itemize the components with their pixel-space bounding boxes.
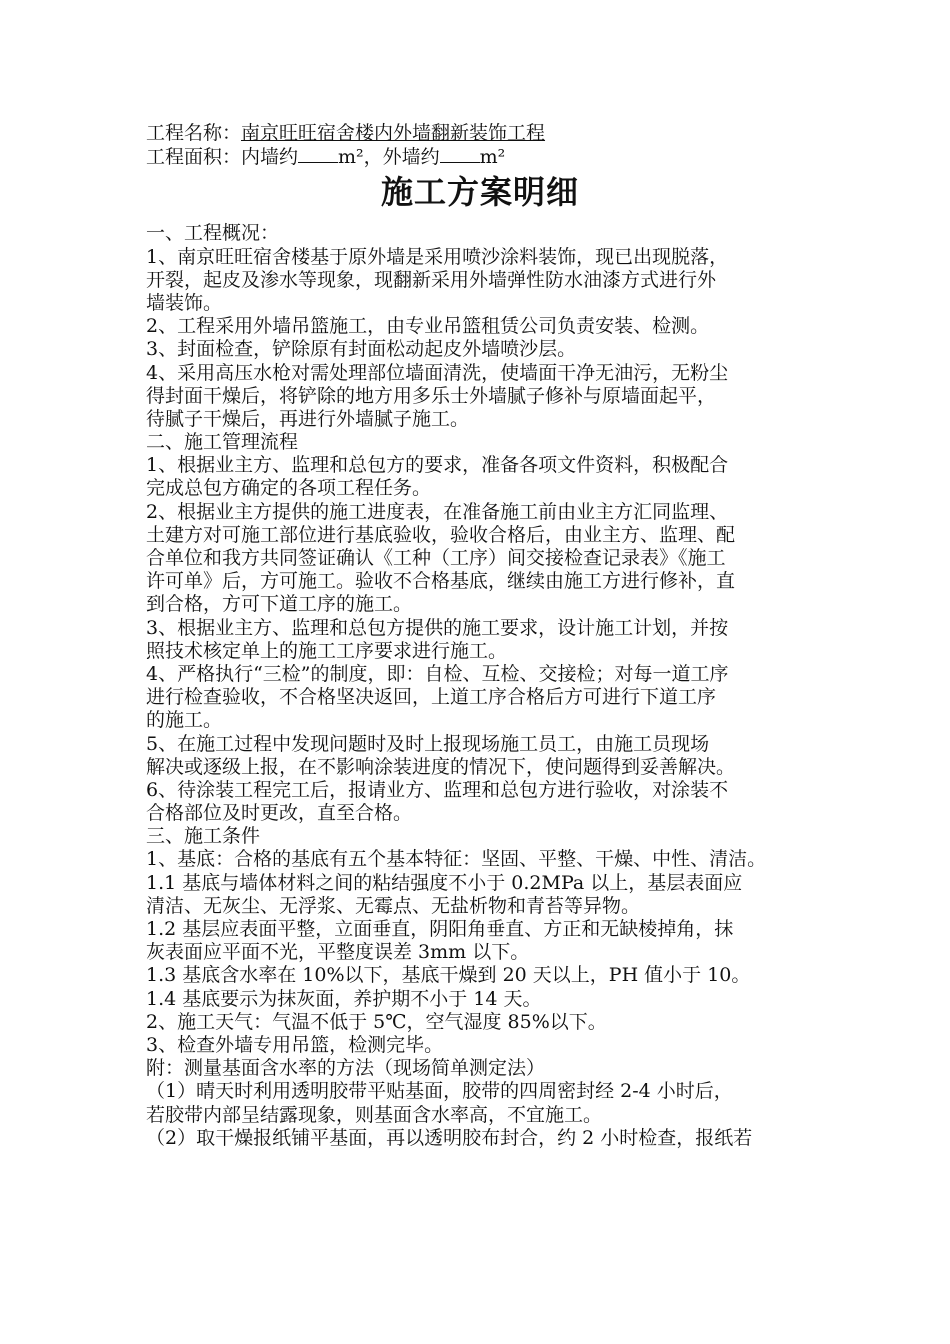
project-name-line (146, 122, 814, 145)
body-line: 得封面干燥后，将铲除的地方用多乐士外墙腻子修补与原墙面起平， (146, 384, 717, 407)
body-line: 合单位和我方共同签证确认《工种（工序）间交接检查记录表》《施工 (146, 547, 726, 569)
body-line: 1.1 基底与墙体材料之间的粘结强度不小于 0.2MPa 以上，基层表面应 (146, 871, 743, 894)
body-line: 墙装饰。 (146, 291, 223, 314)
body-line: （1）晴天时利用透明胶带平贴基面，胶带的四周密封经 2-4 小时后， (146, 1080, 733, 1103)
body-line: 3、根据业主方、监理和总包方提供的施工要求，设计施工计划，并按 (146, 616, 729, 639)
project-area-label: 工程面积：内墙约 (146, 146, 299, 169)
body-line: 2、施工天气：气温不低于 5℃，空气湿度 85%以下。 (146, 1010, 607, 1033)
inner-area-blank (298, 145, 338, 163)
body-line: 土建方对可施工部位进行基底验收，验收合格后，由业主方、监理、配 (146, 523, 736, 546)
project-name-label: 工程名称： (146, 122, 242, 144)
body-line: 1.2 基层应表面平整，立面垂直，阴阳角垂直、方正和无缺棱掉角，抹 (146, 918, 734, 940)
body-line: 2、根据业主方提供的施工进度表，在准备施工前由业主方汇同监理、 (146, 500, 729, 523)
body-line: 4、严格执行“三检”的制度，即：自检、互检、交接检；对每一道工序 (146, 662, 729, 685)
page-title: 施工方案明细 (380, 173, 579, 212)
body-line: 待腻子干燥后，再进行外墙腻子施工。 (146, 407, 470, 430)
area-unit-inner: m²，外墙约 (338, 146, 440, 169)
body-line: 的施工。 (146, 709, 223, 732)
body-line: 照技术核定单上的施工工序要求进行施工。 (146, 639, 508, 662)
body-line: 灰表面应平面不光，平整度误差 3mm 以下。 (146, 941, 530, 964)
body-line: 2、工程采用外墙吊篮施工，由专业吊篮租赁公司负责安装、检测。 (146, 315, 710, 338)
body-line: 开裂，起皮及渗水等现象，现翻新采用外墙弹性防水油漆方式进行外 (146, 268, 717, 291)
body-line: 3、检查外墙专用吊篮，检测完毕。 (146, 1033, 444, 1056)
body-line: 5、在施工过程中发现问题时及时上报现场施工员工，由施工员现场 (146, 732, 710, 755)
body-line: 到合格，方可下道工序的施工。 (146, 593, 413, 616)
document-page (146, 122, 814, 1150)
body-line: 3、封面检查，铲除原有封面松动起皮外墙喷沙层。 (146, 338, 577, 361)
body-line: 解决或逐级上报，在不影响涂装进度的情况下，使问题得到妥善解决。 (146, 755, 736, 778)
body-line: 进行检查验收，不合格坚决返回，上道工序合格后方可进行下道工序 (146, 686, 717, 709)
outer-area-blank (440, 145, 480, 163)
body-line: 许可单》后，方可施工。验收不合格基底，继续由施工方进行修补，直 (146, 570, 736, 593)
project-name-value: 南京旺旺宿舍楼内外墙翻新装饰工程 (241, 122, 546, 144)
body-line: 1、根据业主方、监理和总包方的要求，准备各项文件资料，积极配合 (146, 454, 729, 477)
body-line: （2）取干燥报纸铺平基面，再以透明胶布封合，约 2 小时检查，报纸若 (146, 1126, 753, 1149)
project-area-line (146, 145, 814, 168)
document-body (146, 222, 814, 1150)
body-line: 附：测量基面含水率的方法（现场简单测定法） (146, 1057, 546, 1080)
body-line: 4、采用高压水枪对需处理部位墙面清洗，使墙面干净无油污，无粉尘 (146, 361, 729, 384)
body-line: 若胶带内部呈结露现象，则基面含水率高，不宜施工。 (146, 1103, 603, 1126)
body-line: 清洁、无灰尘、无浮浆、无霉点、无盐析物和青苔等异物。 (146, 894, 641, 917)
area-unit-outer: m² (479, 146, 506, 169)
body-line: 1.4 基底要示为抹灰面，养护期不小于 14 天。 (146, 987, 542, 1010)
body-line: 6、待涂装工程完工后，报请业方、监理和总包方进行验收，对涂装不 (146, 778, 729, 801)
body-line: 1、基底：合格的基底有五个基本特征：坚固、平整、干燥、中性、清洁。 (146, 848, 767, 871)
body-line: 三、施工条件 (146, 825, 261, 848)
body-line: 二、施工管理流程 (146, 431, 299, 454)
body-line: 一、工程概况： (146, 222, 280, 245)
body-line: 1、南京旺旺宿舍楼基于原外墙是采用喷沙涂料装饰，现已出现脱落， (146, 245, 729, 268)
body-line: 合格部位及时更改，直至合格。 (146, 802, 413, 825)
body-line: 完成总包方确定的各项工程任务。 (146, 477, 432, 500)
body-line: 1.3 基底含水率在 10%以下，基底干燥到 20 天以上，PH 值小于 10。 (146, 964, 751, 987)
